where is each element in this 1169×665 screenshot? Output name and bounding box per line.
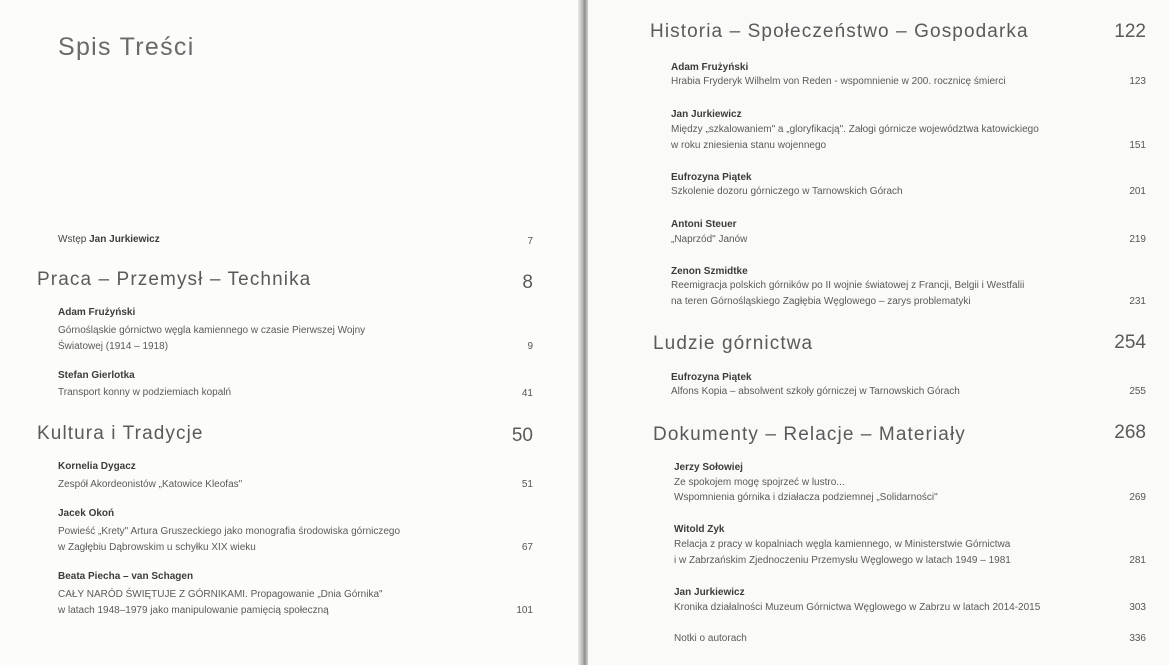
entry-page: 231: [1129, 296, 1146, 307]
entry-page: 281: [1129, 555, 1146, 566]
intro-label: Wstęp: [58, 234, 87, 245]
entry-title-line: Między „szkalowaniem" a „gloryfikacją". Załogi górnicze województwa katowickiego: [671, 124, 1039, 135]
entry-title-line: na teren Górnośląskiego Zagłębia Węglowego – zarys problematyki: [671, 296, 971, 307]
section-page: 254: [1114, 332, 1146, 353]
intro-page: 7: [527, 236, 533, 247]
entry-page: 9: [527, 341, 533, 352]
entry-page: 41: [521, 388, 533, 399]
entry-author: Jacek Okoń: [58, 508, 115, 519]
entry-page: 303: [1129, 602, 1146, 613]
entry-page: 67: [521, 542, 533, 553]
entry-title-line: CAŁY NARÓD ŚWIĘTUJE Z GÓRNIKAMI. Propagowanie „Dnia Górnika": [58, 589, 383, 600]
intro-author: Jan Jurkiewicz: [89, 234, 160, 245]
entry-title-line: Relacja z pracy w kopalniach węgla kamiennego, w Ministerstwie Górnictwa: [674, 539, 1011, 550]
entry-page: 269: [1129, 492, 1146, 503]
entry-title-line: w roku zniesienia stanu wojennego: [671, 140, 827, 151]
entry-page: 51: [521, 479, 533, 490]
entry-title-line: „Naprzód" Janów: [671, 234, 748, 245]
entry-title-line: w Zagłębiu Dąbrowskim u schyłku XIX wieku: [58, 542, 256, 553]
entry-title-line: Zespół Akordeonistów „Katowice Kleofas": [58, 479, 243, 490]
entry-author: Jan Jurkiewicz: [674, 587, 745, 598]
section-page: 122: [1114, 21, 1146, 42]
entry-author: Witold Zyk: [674, 524, 725, 535]
section-title: Historia – Społeczeństwo – Gospodarka: [650, 21, 1029, 42]
entry-author: Stefan Gierlotka: [58, 370, 135, 381]
entry-page: 255: [1129, 386, 1146, 397]
entry-title-line: w latach 1948–1979 jako manipulowanie pamięcią społeczną: [58, 605, 329, 616]
entry-title-line: Alfons Kopia – absolwent szkoły górniczej w Tarnowskich Górach: [671, 386, 960, 397]
entry-title-line: Szkolenie dozoru górniczego w Tarnowskich Górach: [671, 186, 903, 197]
intro-entry: [58, 234, 160, 245]
left-page: [0, 0, 580, 665]
section-page: 8: [522, 272, 533, 293]
notes-label: Notki o autorach: [674, 633, 747, 644]
entry-author: Jerzy Sołowiej: [674, 462, 743, 473]
entry-page: 123: [1129, 76, 1146, 87]
section-title: Dokumenty – Relacje – Materiały: [653, 424, 966, 445]
entry-title-line: Powieść „Krety" Artura Gruszeckiego jako monografia środowiska górniczego: [58, 526, 401, 537]
entry-author: Eufrozyna Piątek: [671, 172, 752, 183]
entry-page: 151: [1129, 140, 1146, 151]
section-page: 268: [1114, 422, 1146, 443]
entry-title-line: Reemigracja polskich górników po II wojnie światowej z Francji, Belgii i Westfalii: [671, 280, 1025, 291]
entry-author: Zenon Szmidtke: [671, 266, 748, 277]
entry-title-line: Światowej (1914 – 1918): [58, 341, 169, 352]
right-page: [588, 0, 1169, 665]
entry-title-line: Transport konny w podziemiach kopalń: [58, 387, 232, 398]
notes-page: 336: [1129, 633, 1146, 644]
entry-title-line: Górnośląskie górnictwo węgla kamiennego w czasie Pierwszej Wojny: [58, 325, 366, 336]
section-title: Kultura i Tradycje: [37, 423, 204, 444]
entry-author: Adam Frużyński: [671, 62, 749, 73]
entry-author: Beata Piecha – van Schagen: [58, 571, 194, 582]
entry-title-line: Hrabia Fryderyk Wilhelm von Reden - wspomnienie w 200. rocznicę śmierci: [671, 76, 1006, 87]
entry-author: Jan Jurkiewicz: [671, 109, 742, 120]
page-title: Spis Treści: [58, 33, 195, 61]
section-page: 50: [511, 425, 533, 446]
entry-author: Eufrozyna Piątek: [671, 372, 752, 383]
entry-page: 219: [1129, 234, 1146, 245]
entry-author: Antoni Steuer: [671, 219, 737, 230]
entry-page: 201: [1129, 186, 1146, 197]
section-title: Praca – Przemysł – Technika: [37, 269, 312, 290]
entry-title-line: Wspomnienia górnika i działacza podziemnej „Solidarności": [674, 492, 938, 503]
entry-title-line: i w Zabrzańskim Zjednoczeniu Przemysłu Węglowego w latach 1949 – 1981: [674, 555, 1011, 566]
entry-page: 101: [516, 605, 533, 616]
section-title: Ludzie górnictwa: [653, 333, 814, 354]
entry-author: Adam Frużyński: [58, 307, 136, 318]
entry-author: Kornelia Dygacz: [58, 461, 136, 472]
entry-title-line: Kronika działalności Muzeum Górnictwa Węglowego w Zabrzu w latach 2014-2015: [674, 602, 1041, 613]
entry-title-line: Ze spokojem mogę spojrzeć w lustro...: [674, 477, 845, 488]
